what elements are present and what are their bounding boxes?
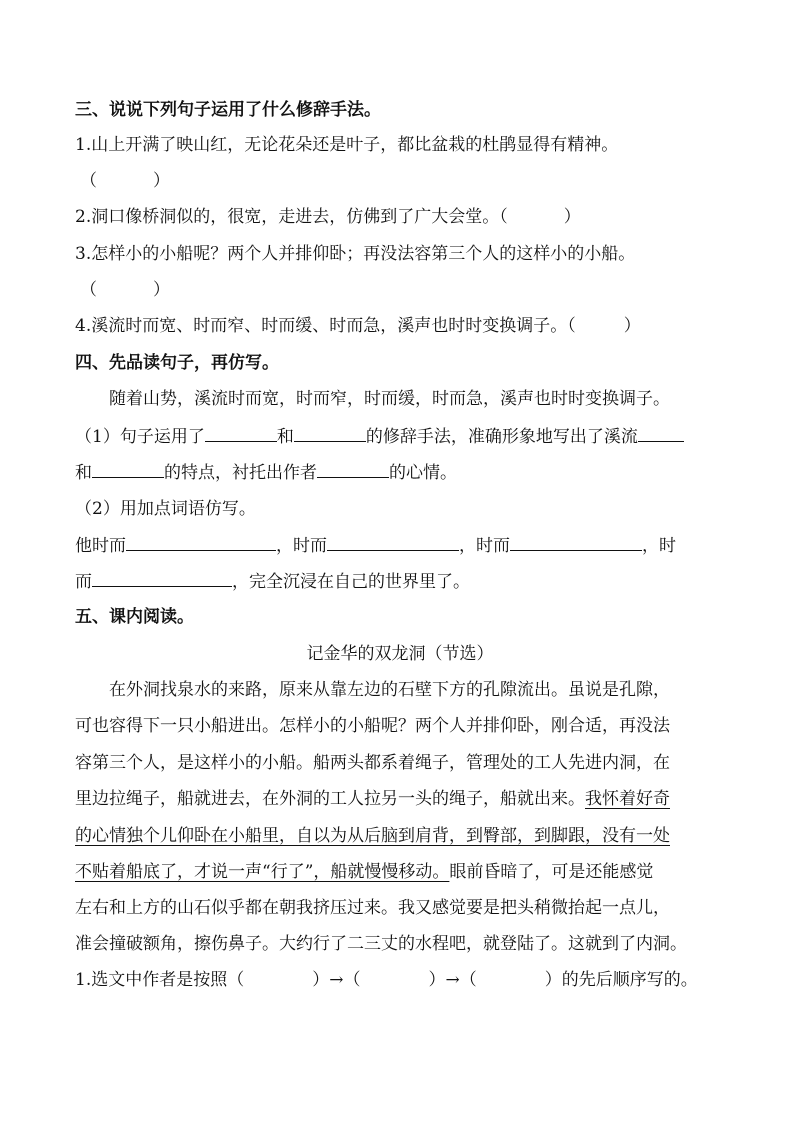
question-4-1-line2: 和 的特点，衬托出作者 的心情。 <box>75 459 725 485</box>
question-3-1: 1.山上开满了映山红，无论花朵还是叶子，都比盆栽的杜鹃显得有精神。 <box>75 135 619 155</box>
question-4-1-line1: （1）句子运用了 和 的修辞手法，准确形象地写出了溪流 <box>75 423 725 449</box>
passage-line-3: 容第三个人，是这样小的小船。船两头都系着绳子，管理处的工人先进内洞，在 <box>75 753 670 773</box>
blank-field[interactable] <box>126 532 276 551</box>
section-3-heading: 三、说说下列句子运用了什么修辞手法。 <box>75 100 381 120</box>
imitation-line1: 他时而 ，时而 ，时而 ，时 <box>75 532 725 558</box>
question-5-1: 1.选文中作者是按照（ ）→（ ）→（ ）的先后顺序写的。 <box>75 970 698 990</box>
question-3-3: 3.怎样小的小船呢？两个人并排仰卧；再没法容第三个人的这样小的小船。 <box>75 244 636 264</box>
section-4-heading: 四、先品读句子，再仿写。 <box>75 353 279 373</box>
imitation-line2: 而 ，完全沉浸在自己的世界里了。 <box>75 568 725 594</box>
question-4-2: （2）用加点词语仿写。 <box>75 499 256 519</box>
passage-line-8: 准会撞破额角，擦伤鼻子。大约行了二三丈的水程吧，就登陆了。这就到了内洞。 <box>75 934 687 954</box>
answer-paren-3-3: （ ） <box>80 280 170 300</box>
blank-field[interactable] <box>510 532 642 551</box>
question-3-2: 2.洞口像桥洞似的，很宽，走进去，仿佛到了广大会堂。（ ） <box>75 207 581 227</box>
passage-title: 记金华的双龙洞（节选） <box>306 644 494 664</box>
question-3-4: 4.溪流时而宽、时而窄、时而缓、时而急，溪声也时时变换调子。（ ） <box>75 316 641 336</box>
passage-line-4: 里边拉绳子，船就进去，在外洞的工人拉另一头的绳子，船就出来。我怀着好奇 <box>75 789 670 809</box>
blank-field[interactable] <box>205 423 277 442</box>
blank-field[interactable] <box>294 423 366 442</box>
underlined-text: 我怀着好奇 <box>585 789 670 809</box>
model-sentence: 随着山势，溪流时而宽，时而窄，时而缓，时而急，溪声也时时变换调子。 <box>109 389 670 409</box>
section-5-heading: 五、课内阅读。 <box>75 607 194 627</box>
underlined-text: 不贴着船底了，才说一声“行了”，船就慢慢移动。 <box>75 862 450 882</box>
blank-field[interactable] <box>317 459 389 478</box>
blank-field[interactable] <box>327 532 459 551</box>
passage-line-6: 不贴着船底了，才说一声“行了”，船就慢慢移动。眼前昏暗了，可是还能感觉 <box>75 862 654 882</box>
passage-line-7: 左右和上方的山石似乎都在朝我挤压过来。我又感觉要是把头稍微抬起一点儿， <box>75 898 670 918</box>
blank-field[interactable] <box>92 568 232 587</box>
passage-line-5: 的心情独个儿仰卧在小船里，自以为从后脑到肩背，到臀部，到脚跟，没有一处 <box>75 826 670 846</box>
passage-line-1: 在外洞找泉水的来路，原来从靠左边的石壁下方的孔隙流出。虽说是孔隙， <box>109 680 670 700</box>
answer-paren-3-1: （ ） <box>80 171 170 191</box>
blank-field[interactable] <box>638 423 684 442</box>
blank-field[interactable] <box>92 459 164 478</box>
passage-line-2: 可也容得下一只小船进出。怎样小的小船呢？两个人并排仰卧，刚合适，再没法 <box>75 716 670 736</box>
